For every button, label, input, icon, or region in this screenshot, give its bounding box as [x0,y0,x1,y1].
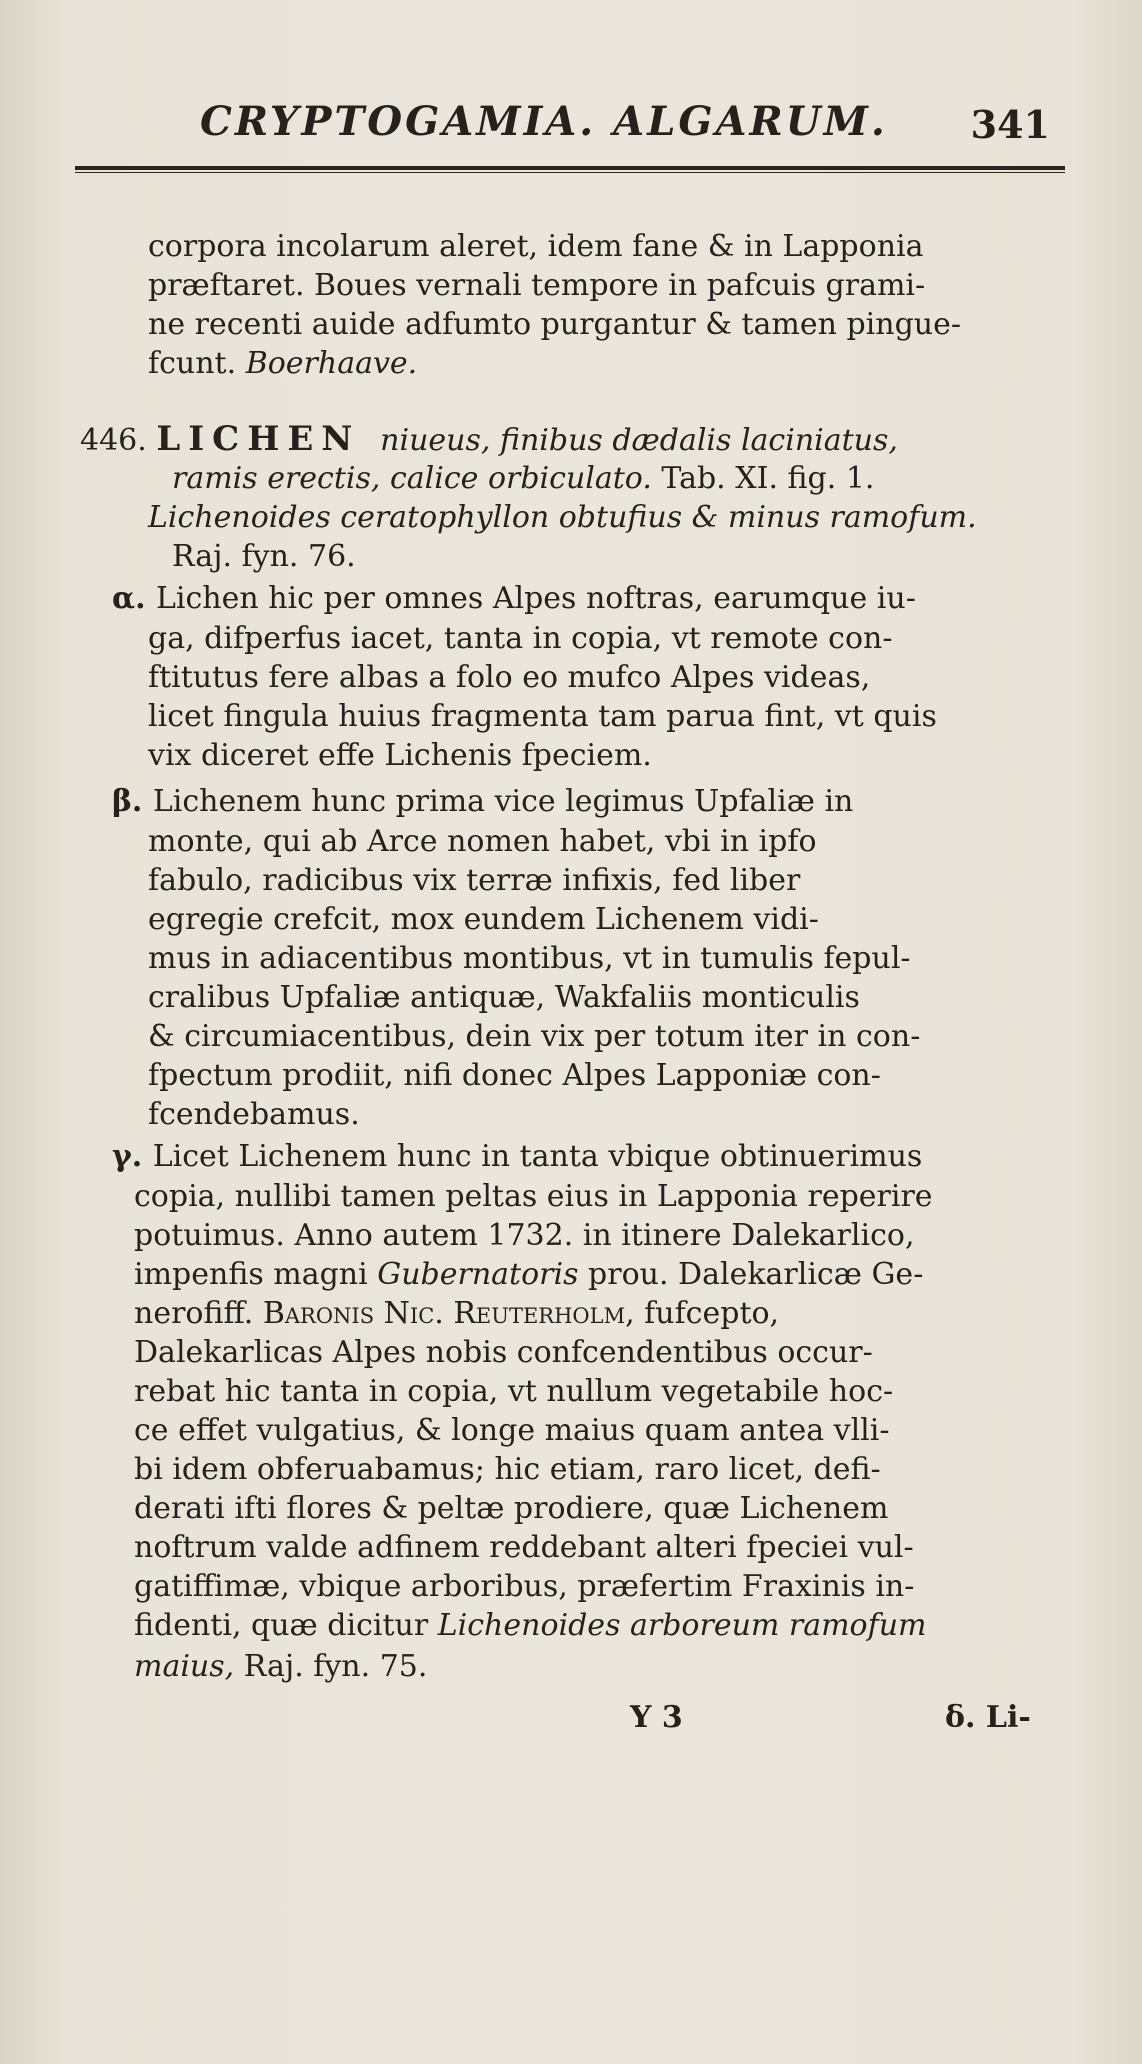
text-segment: noftrum valde adfinem reddebant alteri fpeciei vul- [134,1530,914,1565]
text-line [148,659,870,697]
text-segment: monte, qui ab Arce nomen habet, vbi in ipfo [148,824,817,859]
text-segment: mus in adiacentibus montibus, vt in tumulis fepul- [148,941,911,976]
text-line [134,1490,888,1528]
text-segment: bi idem obferuabamus; hic etiam, raro licet, defi- [134,1452,881,1487]
text-line [134,1451,881,1489]
text-line [148,345,417,383]
text-segment: ramis erectis, calice orbiculato. [172,461,652,496]
text-line [112,580,916,618]
text-segment: vix diceret effe Lichenis fpeciem. [148,738,652,773]
text-segment: Lichenem hunc prima vice legimus Upfaliæ in [152,784,854,819]
text-line [134,1295,779,1333]
text-segment: fcunt. [148,346,246,381]
text-line [134,1607,927,1645]
text-segment: fabulo, radicibus vix terræ infixis, fed liber [148,863,801,898]
text-line [134,1256,923,1294]
text-segment: fidenti, quæ dicitur [134,1608,438,1643]
text-line [134,1217,914,1255]
text-segment: maius, [134,1649,235,1684]
text-segment: copia, nullibi tamen peltas eius in Lapponia reperire [134,1179,933,1214]
text-segment: & circumiacentibus, dein vix per totum iter in con- [148,1019,921,1054]
signature-mark: Y 3 [630,1700,683,1735]
text-segment: Raj. fyn. 75. [234,1649,428,1684]
text-segment: Baronis Nic. Reuterholm [262,1296,626,1331]
text-segment: β. [112,784,153,819]
text-line [148,823,817,861]
text-line [148,1096,360,1134]
text-line [148,267,925,305]
text-line [148,620,893,658]
text-line [172,460,874,498]
text-segment: prou. Dalekarlicæ Ge- [578,1257,924,1292]
text-segment: cralibus Upfaliæ antiquæ, Wakfaliis monticulis [148,980,860,1015]
text-line [148,737,652,775]
text-segment: ftitutus fere albas a folo eo mufco Alpes videas, [148,660,871,695]
text-segment: derati ifti flores & peltæ prodiere, quæ Lichenem [134,1491,889,1526]
text-segment: Dalekarlicas Alpes nobis confcendentibus occur- [134,1335,873,1370]
text-line [134,1529,914,1567]
text-segment: ga, difperfus iacet, tanta in copia, vt remote con- [148,621,893,656]
text-line [112,1138,922,1176]
catchword: δ. Li- [945,1700,1031,1735]
text-line [134,1334,873,1372]
text-segment: ce effet vulgatius, & longe maius quam antea vlli- [134,1413,890,1448]
text-segment: potuimus. Anno autem 1732. in itinere Dalekarlico, [134,1218,915,1253]
text-segment: fcendebamus. [148,1097,360,1132]
text-line [172,538,356,576]
text-segment: LICHEN [156,419,381,459]
text-segment: Lichenoides arboreum ramofum [437,1608,927,1643]
text-line [148,1057,881,1095]
text-segment: 446. [80,423,157,458]
text-line [148,940,911,978]
text-segment: nerofiff. [134,1296,263,1331]
text-segment: rebat hic tanta in copia, vt nullum vegetabile hoc- [134,1374,894,1409]
text-line [148,306,961,344]
page-footer [0,1700,1142,1750]
text-line [134,1178,933,1216]
text-line [148,499,977,537]
text-segment: ne recenti auide adfumto purgantur & tamen pingue- [148,307,961,342]
running-title: CRYPTOGAMIA. ALGARUM. [200,98,888,145]
text-segment: præftaret. Boues vernali tempore in pafcuis grami- [148,268,926,303]
text-segment: Gubernatoris [377,1257,579,1292]
text-line [148,979,860,1017]
text-segment: Tab. XI. fig. 1. [651,461,875,496]
text-segment: γ. [112,1139,153,1174]
text-segment: corpora incolarum aleret, idem fane & in Lapponia [148,229,924,264]
text-segment: , fufcepto, [625,1296,780,1331]
text-line [112,783,853,821]
text-line [134,1373,893,1411]
text-line [148,228,924,266]
text-line [134,1568,914,1606]
text-segment: egregie crefcit, mox eundem Lichenem vidi- [148,902,819,937]
text-line [148,1018,920,1056]
text-segment: α. [112,581,156,616]
text-segment: Boerhaave. [245,346,418,381]
text-segment: Licet Lichenem hunc in tanta vbique obtinuerimus [152,1139,923,1174]
text-line [134,1412,890,1450]
text-segment: Lichenoides ceratophyllon obtufius & minus ramofum. [148,500,977,535]
text-segment: gatiffimæ, vbique arboribus, præfertim Fraxinis in- [134,1569,915,1604]
text-segment: impenfis magni [134,1257,378,1292]
page-number: 341 [970,102,1050,147]
text-segment: fpectum prodiit, nifi donec Alpes Lapponiæ con- [148,1058,881,1093]
text-line [134,1648,427,1686]
text-segment: licet fingula huius fragmenta tam parua fint, vt quis [148,699,937,734]
text-line [148,901,819,939]
text-line [148,862,800,900]
text-segment: Lichen hic per omnes Alpes noftras, earumque iu- [155,581,916,616]
text-line [80,420,898,460]
text-segment: Raj. fyn. 76. [172,539,356,574]
text-segment: niueus, finibus dædalis laciniatus, [380,423,898,458]
text-line [148,698,937,736]
